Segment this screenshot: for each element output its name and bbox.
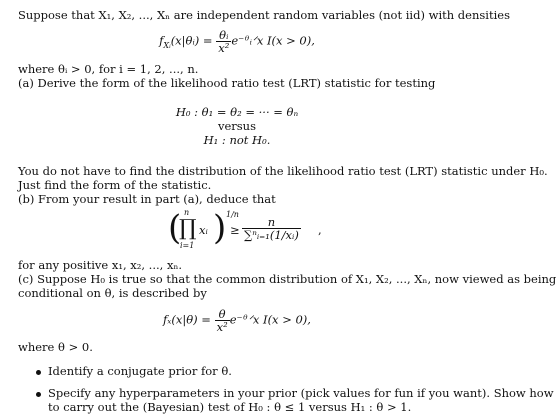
root-exponent: 1/n — [226, 210, 239, 219]
common-density — [0, 308, 474, 333]
alt-hypothesis: H₁ : not H₀. — [203, 133, 271, 147]
density-lhs: f — [159, 33, 164, 48]
null-hypothesis: H₀ : θ₁ = θ₂ = ··· = θₙ — [175, 105, 299, 119]
density-fraction — [216, 29, 231, 54]
product-bottom: i=1 — [180, 241, 195, 250]
part-b-text: (b) From your result in part (a), deduce that — [18, 192, 276, 206]
bullet-item-2-continued: to carry out the (Bayesian) test of H₀ : θ ≤ 1 versus H₁ : θ > 1. — [48, 400, 412, 414]
intro-text: Suppose that X₁, X₂, ..., Xₙ are independent random variables (not iid) with densities — [18, 8, 510, 22]
harmonic-denominator: ∑ⁿᵢ₌₁(1/xᵢ) — [244, 228, 299, 242]
common-numerator: θ — [215, 308, 230, 321]
bullet-item-2: Specify any hyperparameters in your prior (pick values for fun if you want). Show how — [48, 386, 554, 400]
where-theta: where θ > 0. — [18, 340, 93, 354]
density-lhs-sub: Xᵢ — [163, 40, 171, 50]
bullet-item-1: Identify a conjugate prior for θ. — [48, 364, 232, 378]
product-term: xᵢ — [199, 223, 208, 237]
positive-line: for any positive x₁, x₂, ..., xₙ. — [18, 258, 183, 272]
density-numerator: θᵢ — [216, 29, 231, 42]
common-rhs: e⁻ᶿᐟx I(x > 0), — [229, 312, 311, 327]
part-a-text: (a) Derive the form of the likelihood ratio test (LRT) statistic for testing — [18, 76, 436, 90]
bullet-icon — [36, 392, 41, 397]
common-denominator: x² — [216, 320, 228, 334]
common-fraction — [215, 308, 230, 333]
density-denominator: x² — [218, 41, 230, 55]
common-lhs: fₓ(x|θ) = — [163, 312, 211, 327]
right-paren: ) — [213, 208, 227, 248]
no-distribution-line1: You do not have to find the distribution of the likelihood ratio test (LRT) statistic under H₀. — [18, 164, 548, 178]
part-c-line2: conditional on θ, is described by — [18, 286, 207, 300]
bullet-icon — [36, 370, 41, 375]
harmonic-fraction — [242, 216, 301, 241]
inequality-comma: , — [318, 223, 322, 237]
no-distribution-line2: Just find the form of the statistic. — [18, 178, 212, 192]
ge-sign: ≥ — [230, 223, 240, 237]
part-c-line1: (c) Suppose H₀ is true so that the common distribution of X₁, X₂, ..., Xₙ, now viewed as being — [18, 272, 556, 286]
density-rhs: e⁻ᶿᵢᐟx I(x > 0), — [231, 33, 315, 48]
product-symbol: ∏ — [179, 216, 197, 241]
density-equation — [0, 29, 474, 54]
harmonic-numerator: n — [242, 216, 301, 229]
density-lhs-args: (x|θᵢ) = — [170, 33, 213, 48]
where-theta-i: where θᵢ > 0, for i = 1, 2, ..., n. — [18, 62, 199, 76]
product-top: n — [184, 208, 190, 217]
left-paren: ( — [168, 208, 182, 248]
versus-text: versus — [217, 119, 256, 133]
